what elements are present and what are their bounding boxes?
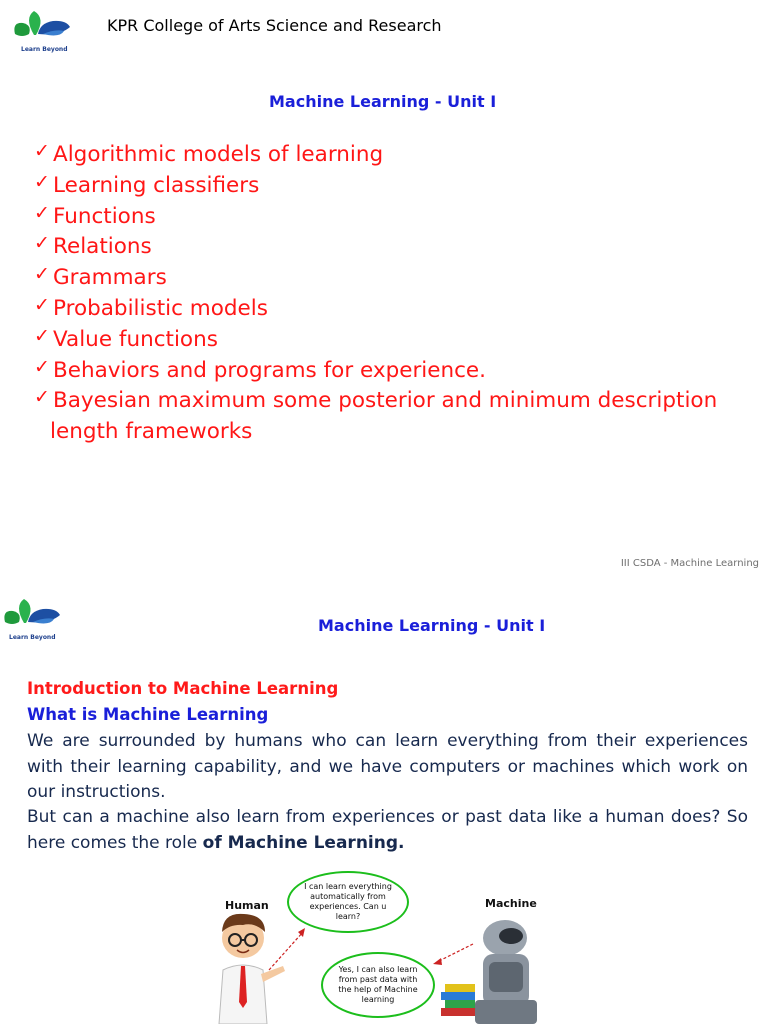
checklist-item-text: Algorithmic models of learning: [53, 142, 384, 167]
checklist-item: [34, 294, 734, 325]
checklist-item: [34, 263, 734, 294]
logo-caption: Learn Beyond: [9, 634, 56, 641]
slide-footer: III CSDA - Machine Learning: [620, 558, 759, 569]
checklist-item-text: Learning classifiers: [53, 172, 260, 198]
checkmark-icon: ✓: [34, 355, 50, 378]
logo-caption: Learn Beyond: [21, 46, 68, 53]
paragraph-emphasis: of Machine Learning.: [202, 832, 405, 853]
checklist-item: [34, 232, 734, 263]
intro-heading: Introduction to Machine Learning: [27, 679, 339, 698]
checkmark-icon: ✓: [34, 263, 50, 286]
checkmark-icon: ✓: [34, 324, 50, 347]
human-character-icon: [219, 914, 285, 1024]
checklist-item: [34, 386, 734, 448]
human-label: Human: [225, 899, 269, 912]
slide-title: Machine Learning - Unit I: [269, 92, 497, 111]
checkmark-icon: ✓: [34, 232, 50, 255]
checklist-item: [34, 140, 734, 171]
checklist-item-text: Bayesian maximum some posterior and minimum description: [53, 388, 718, 414]
slide-title: Machine Learning - Unit I: [318, 616, 546, 635]
college-logo: [0, 596, 66, 634]
checkmark-icon: ✓: [34, 140, 50, 162]
what-heading: What is Machine Learning: [27, 705, 269, 724]
topic-checklist: [34, 140, 734, 448]
checklist-item-text: Functions: [53, 203, 156, 229]
checklist-item-text-continued: length frameworks: [50, 419, 253, 445]
robot-character-icon: [441, 920, 537, 1024]
checklist-item-text: Probabilistic models: [53, 295, 268, 321]
checklist-item-text: Value functions: [53, 326, 218, 352]
checklist-item: [34, 325, 734, 356]
college-name: KPR College of Arts Science and Research: [107, 16, 442, 35]
intro-paragraph-2: [27, 805, 748, 856]
college-logo: [10, 8, 76, 46]
checklist-item-text: Relations: [53, 234, 152, 260]
human-vs-machine-illustration: [205, 862, 575, 1024]
checkmark-icon: ✓: [34, 201, 50, 224]
checkmark-icon: ✓: [34, 293, 50, 316]
checkmark-icon: ✓: [34, 386, 50, 409]
intro-paragraph-1: We are surrounded by humans who can learn everything from their experiences with their learning capability, and we have computers or machines which work on our instructions.: [27, 731, 748, 803]
illustration-artwork: [205, 862, 575, 1024]
checkmark-icon: ✓: [34, 170, 50, 193]
paragraph-text: But can a machine also learn from experiences or past data like a human does? So here comes the role: [27, 807, 748, 853]
machine-speech-text: Yes, I can also learn from past data with the help of Machine learning: [338, 965, 418, 1004]
checklist-item-text: Behaviors and programs for experience.: [53, 357, 486, 383]
checklist-item: [34, 356, 734, 387]
checklist-item-text: Grammars: [53, 265, 167, 291]
machine-label: Machine: [485, 897, 537, 910]
checklist-item: [34, 171, 734, 202]
human-speech-text: I can learn everything automatically from experiences. Can u learn?: [304, 882, 392, 921]
checklist-item: [34, 202, 734, 233]
